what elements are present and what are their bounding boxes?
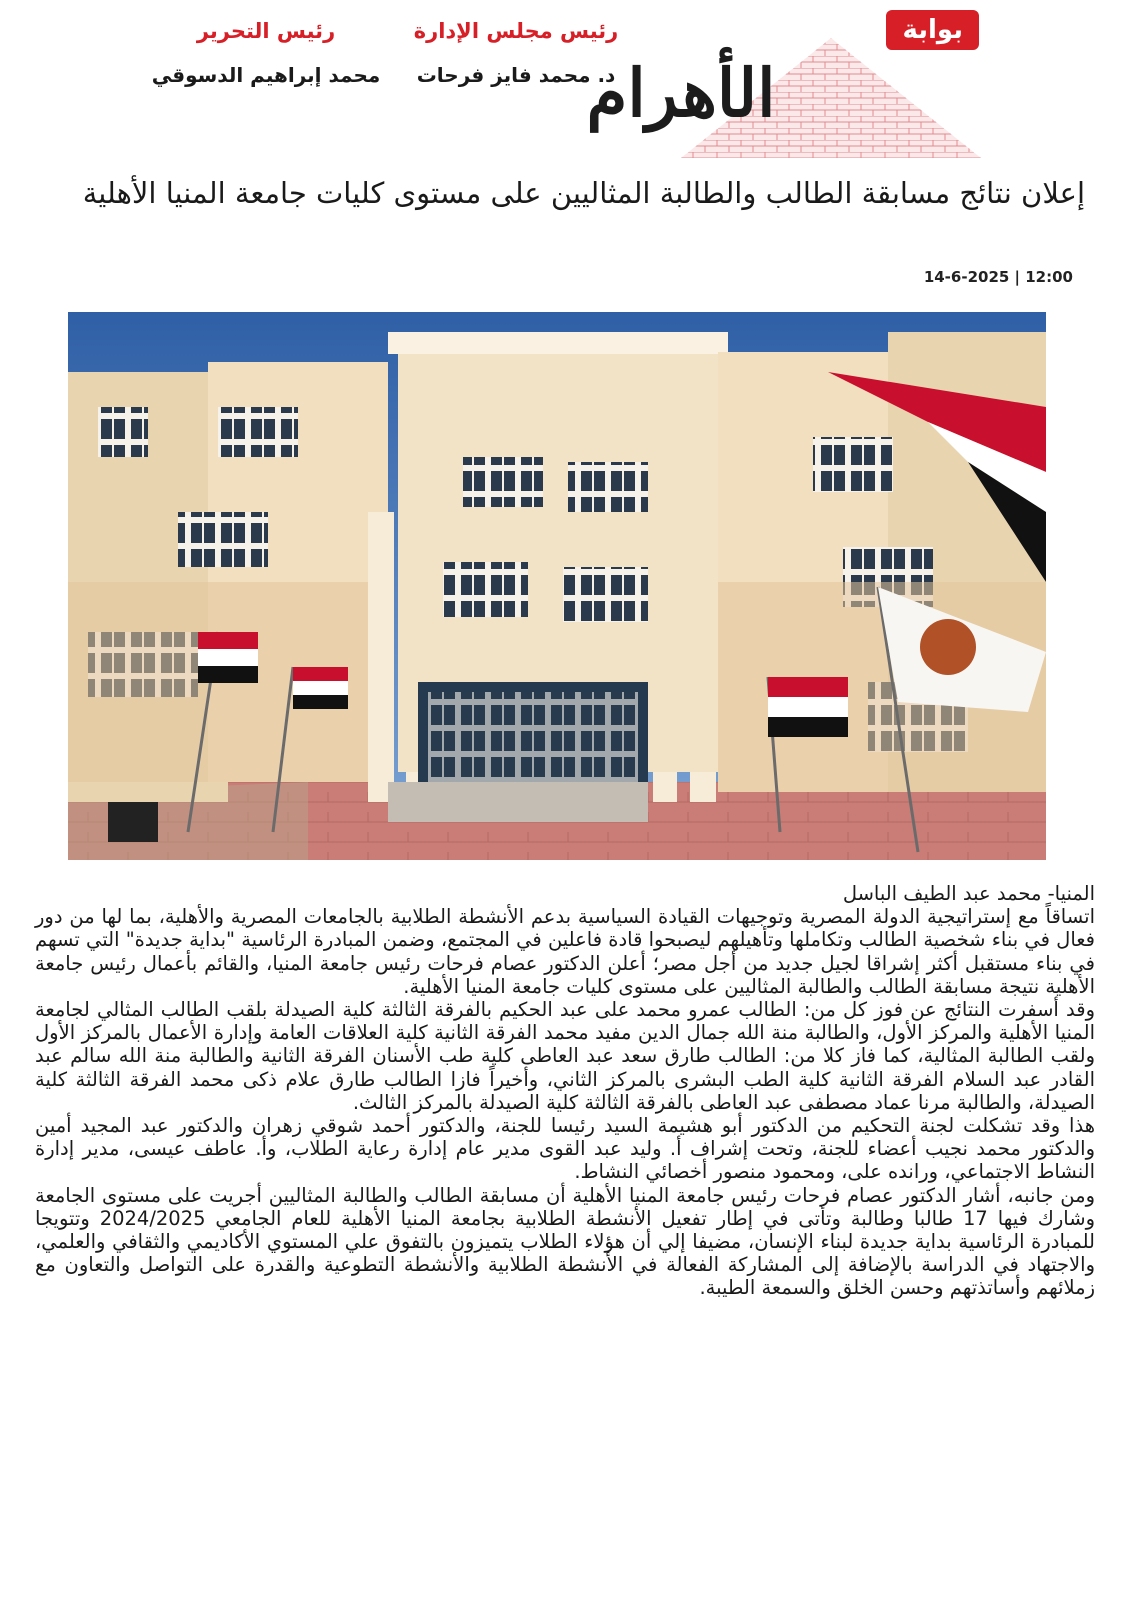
publish-date: 14-6-2025 | 12:00	[923, 268, 1073, 286]
article-paragraph: اتساقاً مع إستراتيجية الدولة المصرية وتوجيهات القيادة السياسية بدعم الأنشطة الطلابية بالجامعات المصرية والأهلية، بما لها من دور فعال في بناء شخصية الطالب وتكاملها وتأهيلهم ليصبحوا قادة فاعلين في المجتمع، وضمن المبادرة الرئاسية "بداية جديدة" التي تسهم في بناء مستقبل أكثر إشراقا لجيل جديد من أجل مصر؛ أعلن الدكتور عصام فرحات رئيس جامعة المنيا، والقائم بأعمال رئيس جامعة الأهلية نتيجة مسابقة الطالب والطالبة المثاليين على مستوى كليات جامعة المنيا الأهلية.	[35, 905, 1095, 998]
building-photo-icon	[68, 312, 1046, 860]
article-paragraph: ومن جانبه، أشار الدكتور عصام فرحات رئيس جامعة المنيا الأهلية أن مسابقة الطالب والطالبة المثاليين أجريت على مستوى الجامعة وشارك فيها 17 طالبا وطالبة وتأتى في إطار تفعيل الأنشطة الطلابية بجامعة المنيا الأهلية للعام الجامعي 2024/2025 وتتويجا للمبادرة الرئاسية بداية جديدة لبناء الإنسان، مضيفا إلي أن هؤلاء الطلاب يتميزون بالتفوق علي المستوي الأكاديمي والثقافي والعلمي، والاجتهاد في الدراسة بالإضافة إلى المشاركة الفعالة في الأنشطة الطلابية والأنشطة التطوعية والقدرة على التواصل والتعاون مع زملائهم وأساتذتهم وحسن الخلق والسمعة الطيبة.	[35, 1183, 1095, 1300]
brand-name: الأهرام	[586, 54, 776, 132]
article-body	[35, 882, 1095, 1300]
article-photo[interactable]	[68, 312, 1046, 860]
editor-in-chief-name: محمد إبراهيم الدسوقي	[151, 63, 381, 87]
board-chair-credit	[391, 16, 641, 90]
editor-in-chief-role: رئيس التحرير	[196, 19, 336, 43]
article-headline: إعلان نتائج مسابقة الطالب والطالبة المثاليين على مستوى كليات جامعة المنيا الأهلية	[82, 176, 1085, 210]
article-byline: المنيا- محمد عبد الطيف الباسل	[842, 882, 1095, 905]
article-paragraph: هذا وقد تشكلت لجنة التحكيم من الدكتور أبو هشيمة السيد رئيسا للجنة، والدكتور أحمد شوقي زهران والدكتور عبد المجيد أمين والدكتور محمد نجيب أعضاء للجنة، وتحت إشراف أ. وليد عبد القوى مدير عام إدارة رعاية الطلاب، وأ. عاطف عيسى، مدير إدارة النشاط الاجتماعي، ورانده على، ومحمود منصور أخصائي النشاط.	[35, 1114, 1095, 1184]
portal-badge: بوابة	[886, 10, 979, 50]
editor-in-chief-credit	[141, 16, 391, 90]
board-chair-role: رئيس مجلس الإدارة	[413, 19, 619, 43]
board-chair-name: د. محمد فايز فرحات	[416, 63, 616, 87]
masthead	[0, 0, 1131, 160]
article-paragraph: وقد أسفرت النتائج عن فوز كل من: الطالب عمرو محمد على عبد الحكيم بالفرقة الثالثة كلية الصيدلة بلقب الطالب المثالي لجامعة المنيا الأهلية والمركز الأول، والطالبة منة الله جمال الدين مفيد محمد الفرقة الثانية كلية العلاقات العامة وإدارة الأعمال بالمركز الأول ولقب الطالبة المثالية، كما فاز كلا من: الطالب طارق سعد عبد العاطى كلية طب الأسنان الفرقة الثانية والطالبة منة الله سالم عبد القادر عبد السلام الفرقة الثانية كلية الطب البشرى بالمركز الثاني، وأخيراً فازا الطالب طارق علام ذكى محمد الفرقة الثالثة كلية الصيدلة، والطالبة مرنا عماد مصطفى عبد العاطى بالفرقة الثالثة كلية الصيدلة بالمركز الثالث.	[35, 998, 1095, 1114]
